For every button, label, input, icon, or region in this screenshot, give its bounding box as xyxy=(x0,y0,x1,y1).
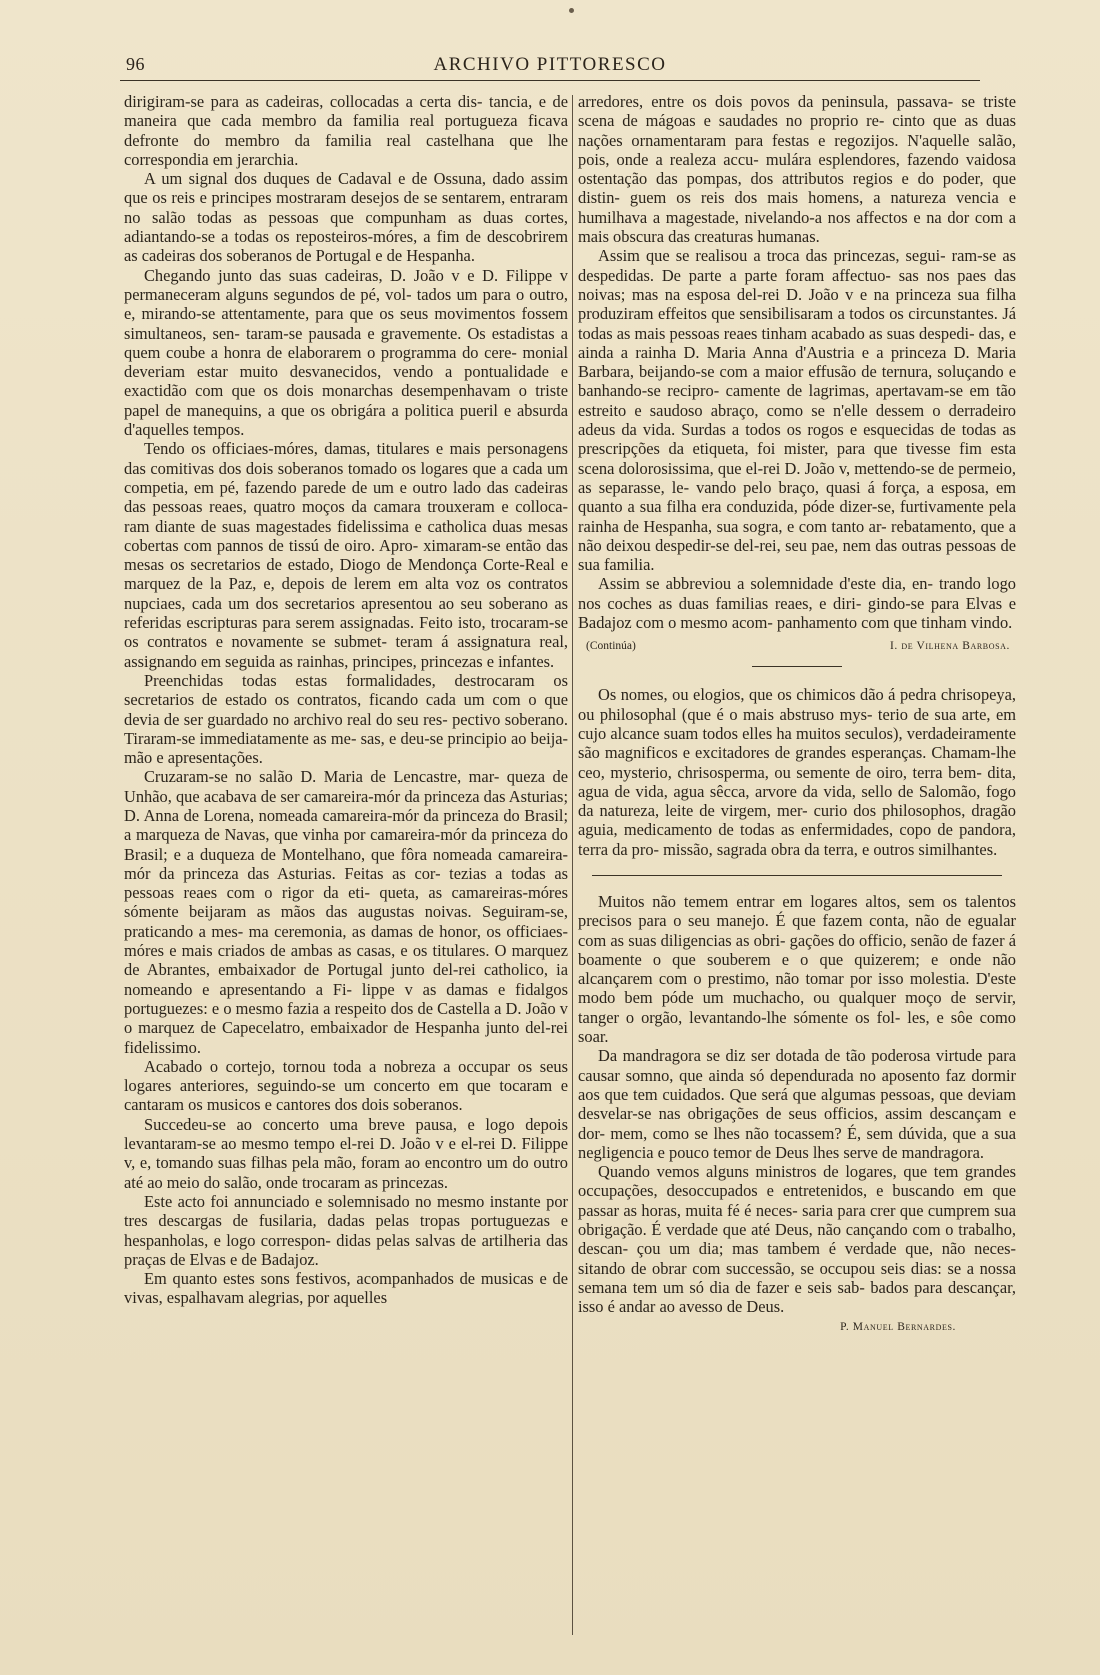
paragraph: Quando vemos alguns ministros de logares, que tem grandes occupações, desoccupados e entretenidos, e buscando em que passar as horas, muita fé é neces- saria para crer que cumprem sua obrigação. É verdade que até Deus, não cançando com o trabalho, descan- çou um dia; mas tambem é verdade que, não neces- sitando de obrar com successão, se occupou seis dias: se a nossa semana tem um só dia de fazer e seis sab- bados para descançar, isso é andar ao avesso de Deus. xyxy=(578,1162,1016,1317)
paragraph: Succedeu-se ao concerto uma breve pausa, e logo depois levantaram-se ao mesmo tempo el-rei D. João v e el-rei D. Filippe v, e, tomando suas filhas pela mão, foram ao encontro um do outro até ao meio do salão, onde trocaram as princezas. xyxy=(124,1114,568,1192)
right-column xyxy=(578,92,1016,1333)
page-number: 96 xyxy=(126,54,145,74)
ornament-dot xyxy=(569,8,574,13)
paragraph: dirigiram-se para as cadeiras, collocadas a certa dis- tancia, e de maneira que cada membro da familia real portugueza ficava defronte do membro da familia real castelhana que lhe correspondia em jerarchia. xyxy=(124,92,568,169)
paragraph: Assim se abbreviou a solemnidade d'este dia, en- trando logo nos coches as duas familias reaes, e diri- gindo-se para Elvas e Badajoz com o mesmo acom- panhamento com que tinham vindo. xyxy=(578,574,1016,633)
paragraph: Tendo os officiaes-móres, damas, titulares e mais personagens das comitivas dos dois soberanos tomado os logares que a cada um competia, em pé, fazendo parede de um e outro lado das cadeiras das pessoas reaes, quatro moços da camara trouxeram e colloca- ram diante de suas magestades fidelissima e catholica duas mesas cobertas com pannos de tissú de oiro. Apro- ximaram-se então das mesas os secretarios de estado, Diogo de Mendonça Corte-Real e marquez de la Paz, e, depois de lerem em alta voz os contratos nupciaes, cada um dos secretarios apresentou ao seu soberano as referidas escripturas para serem assignadas. Feito isto, trocaram-se os contratos e novamente se submet- teram á assignatura real, assignando em seguida as rainhas, principes, princezas e infantes. xyxy=(124,439,568,671)
paragraph: Os nomes, ou elogios, que os chimicos dão á pedra chrisopeya, ou philosophal (que é o mais abstruso mys- terio de sua arte, em cujo alcance suam todos elles ha muitos seculos), verdadeiramente são magnificos e excitadores de grandes esperanças. Chamam-lhe ceo, mysterio, chrisosperma, ou semente de oiro, terra bem- dita, agua de vida, agua sêcca, arvore da vida, sello de Salomão, fogo da natureza, leite de virgem, mer- curio dos philosophos, dragão aguia, medicamento de todas as enfermidades, copo de pandora, terra da pro- missão, sagrada obra da terra, e outros similhantes. xyxy=(578,685,1016,859)
paragraph: A um signal dos duques de Cadaval e de Ossuna, dado assim que os reis e principes mostraram desejos de se sentarem, entraram no salão todas as pessoas que compunham as duas cortes, adiantando-se a todas os reposteiros-móres, a fim de descobrirem as cadeiras dos soberanos de Portugal e de Hespanha. xyxy=(124,169,568,266)
article-signoff xyxy=(586,640,1010,652)
header-rule xyxy=(120,80,980,81)
paragraph: Cruzaram-se no salão D. Maria de Lencastre, mar- queza de Unhão, que acabava de ser camareira-mór da princeza das Asturias; D. Anna de Lorena, nomeada camareira-mór da princeza do Brasil; a marqueza de Navas, que vinha por camareira-mór da princeza do Brasil; e a duqueza de Montelhano, que fôra nomeada camareira-mór da princeza das Asturias. Feitas as cor- tezias a todas as pessoas reaes com o rigor da eti- queta, as camareiras-móres sómente beijaram as mãos das augustas noivas. Seguiram-se, praticando a mes- ma ceremonia, as damas de honor, os officiaes-móres e mais criados de ambas as casas, e os titulares. O marquez de Abrantes, embaixador de Portugal junto del-rei catholico, ia nomeando e apresentando a Fi- lippe v as damas e fidalgos portuguezes: e o mesmo fazia a respeito dos de Castella a D. João v o marquez de Capecelatro, embaixador de Hespanha junto del-rei fidelissimo. xyxy=(124,767,568,1057)
note-author: P. Manuel Bernardes. xyxy=(840,1320,956,1333)
left-column xyxy=(124,92,568,1308)
paragraph: arredores, entre os dois povos da peninsula, passava- se triste scena de mágoas e saudades no proprio re- cinto que as duas nações ornamentaram para festas e regozijos. N'aquelle salão, pois, onde a realeza accu- mulára esplendores, fazendo vaidosa ostentação das pompas, dos attributos regios e do poder, que distin- guem os reis dos mais homens, a natureza vencia e humilhava a magestade, nivelando-a nos affectos e na dor com a mais obscura das creaturas humanas. xyxy=(578,92,1016,247)
section-rule xyxy=(592,875,1002,876)
paragraph: Chegando junto das suas cadeiras, D. João v e D. Filippe v permaneceram alguns segundos de pé, vol- tados um para o outro, e, mirando-se attentamente, para que os seus movimentos fossem simultaneos, sen- taram-se pausada e gravemente. Os estadistas a quem coube a honra de elaborarem o programma do cere- monial deveriam estar muito desvanecidos, vendo a pontualidade e exactidão com que os dois monarchas desempenhavam o triste papel de manequins, a que os obrigára a politica pueril e absurda d'aquelles tempos. xyxy=(124,265,568,440)
section-rule xyxy=(752,666,842,667)
paragraph: Assim que se realisou a troca das princezas, segui- ram-se as despedidas. De parte a parte foram affectuo- sas nos paes das noivas; mas na esposa del-rei D. João v e na princeza sua filha produziram effeitos que sensibilisaram a todos os circunstantes. Já todas as mais pessoas reaes tinham acabado as suas despedi- das, e ainda a rainha D. Maria Anna d'Austria e a princeza D. Maria Barbara, beijando-se com a maior effusão de ternura, soluçando e banhando-se recipro- camente de lagrimas, apertavam-se em tão estreito e saudoso abraço, como se n'elle dessem o derradeiro adeus da vida. Surdas a todos os rogos e esquecidas de todas as prescripções da etiqueta, foi mister, para que tivesse fim esta scena dolorosissima, que el-rei D. João v, mettendo-se de permeio, as separasse, le- vando pelo braço, quasi á força, a esposa, em quanto a sua filha era conduzida, póde dizer-se, furtivamente pela rainha de Hespanha, sua sogra, e com tanto ar- rebatamento, que a não deixou despedir-se del-rei, seu pae, nem das outras pessoas de sua familia. xyxy=(578,246,1016,575)
column-divider xyxy=(572,95,573,1635)
paragraph: Em quanto estes sons festivos, acompanhados de musicas e de vivas, espalhavam alegrias, por aquelles xyxy=(124,1269,568,1308)
page-header xyxy=(120,52,980,82)
paragraph: Acabado o cortejo, tornou toda a nobreza a occupar os seus logares anteriores, seguindo-se um concerto em que tocaram e cantaram os musicos e cantores dos dois soberanos. xyxy=(124,1056,568,1115)
article-author: I. de Vilhena Barbosa. xyxy=(889,640,1010,653)
paragraph: Preenchidas todas estas formalidades, destrocaram os secretarios de estado os contratos, ficando cada um com o que devia de ser guardado no archivo real do seu res- pectivo soberano. Tiraram-se immediatamente as me- sas, e deu-se principio ao beija-mão e apresentações. xyxy=(124,670,568,768)
continua-note: (Continúa) xyxy=(586,640,636,653)
paragraph: Este acto foi annunciado e solemnisado no mesmo instante por tres descargas de fusilaria, dadas pelas tropas portuguezas e hespanholas, e logo correspon- didas pelas salvas de artilheria das praças de Elvas e de Badajoz. xyxy=(124,1191,568,1269)
running-title: ARCHIVO PITTORESCO xyxy=(433,54,667,75)
paragraph: Muitos não temem entrar em logares altos, sem os talentos precisos para o seu manejo. É que fazem conta, não de egualar com as suas diligencias as obri- gações do officio, senão de fazer á boamente o que souberem e o que quizerem; e onde não alcançarem com o prestimo, não tomar por isso molestia. D'este modo bem póde um muchacho, ou qualquer moço de servir, tanger o orgão, levantando-lhe sómente os fol- les, e sôe como soar. xyxy=(578,891,1016,1047)
paragraph: Da mandragora se diz ser dotada de tão poderosa virtude para causar somno, que ainda só dependurada no aposento faz dormir aos que tem cuidados. Que será que algumas pessoas, que deviam desvelar-se nas obrigações de seus officios, assim descançam e dor- mem, como se lhes não tocassem? É, sem dúvida, que a sua negligencia e pouco temor de Deus lhes serve de mandragora. xyxy=(578,1046,1016,1162)
